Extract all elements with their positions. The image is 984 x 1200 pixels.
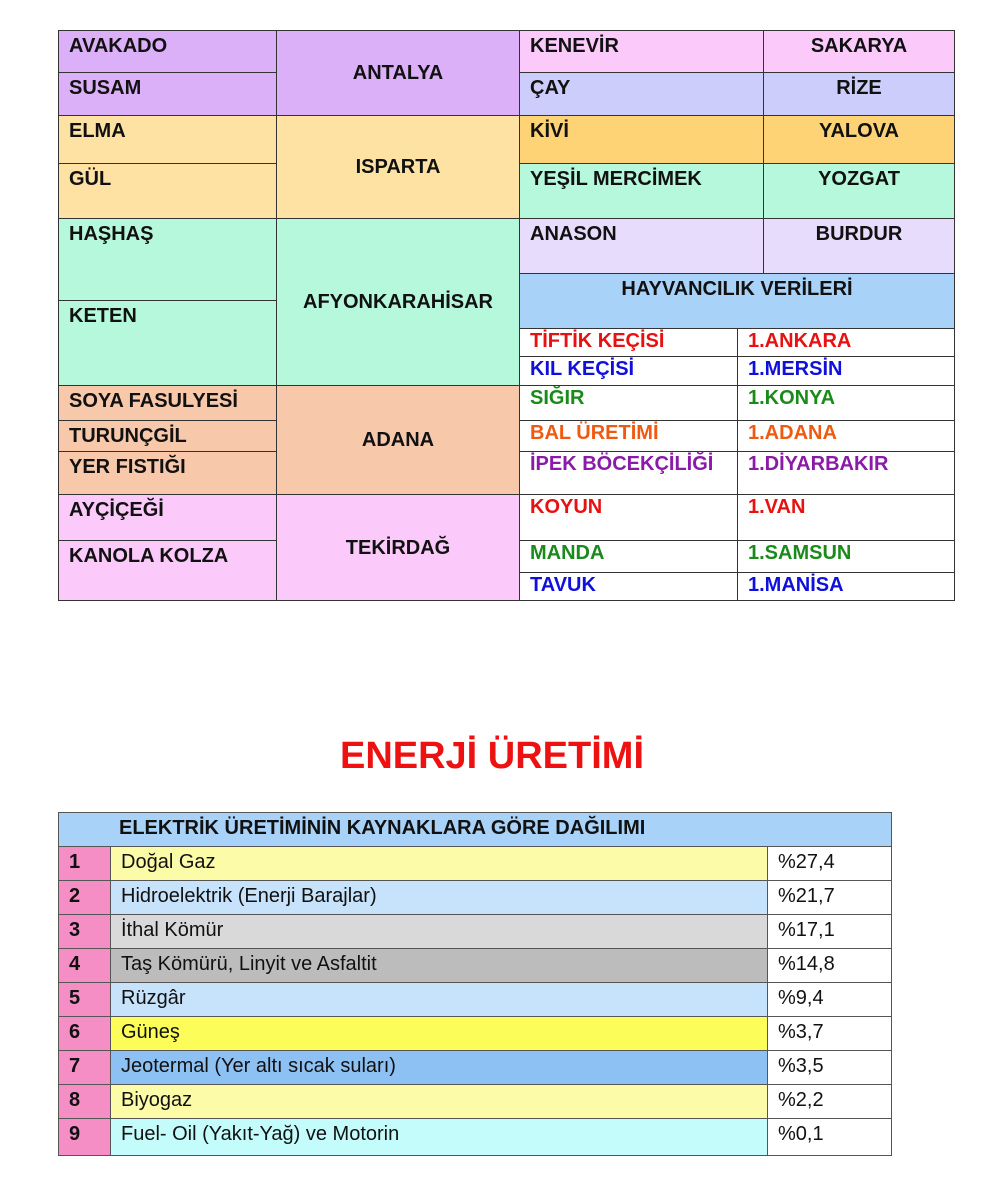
energy-share: %2,2 [767,1084,892,1119]
province-cell: ANTALYA [276,30,520,116]
energy-rank: 9 [58,1118,111,1156]
energy-title: ENERJİ ÜRETİMİ [339,735,645,777]
energy-source: Doğal Gaz [110,846,768,881]
crop-cell: AVAKADO [58,30,277,73]
livestock-leader: 1.MERSİN [737,356,955,386]
livestock-header: HAYVANCILIK VERİLERİ [519,273,955,329]
crop-cell: ELMA [58,115,277,164]
province-cell: AFYONKARAHİSAR [276,218,520,386]
energy-source: Güneş [110,1016,768,1051]
crop-cell: KİVİ [519,115,764,164]
crop-cell: AYÇİÇEĞİ [58,494,277,541]
crop-cell: KETEN [58,300,277,386]
province-cell: SAKARYA [763,30,955,73]
energy-source: Rüzgâr [110,982,768,1017]
crop-cell: ANASON [519,218,764,274]
province-cell: ISPARTA [276,115,520,219]
crop-cell: KANOLA KOLZA [58,540,277,601]
livestock-animal: TİFTİK KEÇİSİ [519,328,738,357]
province-cell: YOZGAT [763,163,955,219]
province-cell: BURDUR [763,218,955,274]
livestock-leader: 1.DİYARBAKIR [737,451,955,495]
energy-share: %21,7 [767,880,892,915]
crop-cell: GÜL [58,163,277,219]
crop-cell: ÇAY [519,72,764,116]
crop-cell: SUSAM [58,72,277,116]
energy-share: %14,8 [767,948,892,983]
energy-source: Taş Kömürü, Linyit ve Asfaltit [110,948,768,983]
province-cell: TEKİRDAĞ [276,494,520,601]
energy-rank: 7 [58,1050,111,1085]
livestock-animal: İPEK BÖCEKÇİLİĞİ [519,451,738,495]
province-cell: YALOVA [763,115,955,164]
livestock-leader: 1.VAN [737,494,955,541]
province-cell: ADANA [276,385,520,495]
energy-share: %3,7 [767,1016,892,1051]
livestock-leader: 1.KONYA [737,385,955,421]
energy-rank: 3 [58,914,111,949]
energy-rank: 6 [58,1016,111,1051]
livestock-leader: 1.MANİSA [737,572,955,601]
energy-source: Hidroelektrik (Enerji Barajlar) [110,880,768,915]
energy-share: %27,4 [767,846,892,881]
energy-share: %3,5 [767,1050,892,1085]
energy-source: Jeotermal (Yer altı sıcak suları) [110,1050,768,1085]
livestock-animal: KIL KEÇİSİ [519,356,738,386]
livestock-animal: MANDA [519,540,738,573]
livestock-leader: 1.SAMSUN [737,540,955,573]
livestock-animal: TAVUK [519,572,738,601]
energy-share: %0,1 [767,1118,892,1156]
energy-source: Fuel- Oil (Yakıt-Yağ) ve Motorin [110,1118,768,1156]
livestock-leader: 1.ANKARA [737,328,955,357]
livestock-animal: KOYUN [519,494,738,541]
energy-rank: 2 [58,880,111,915]
crop-cell: TURUNÇGİL [58,420,277,452]
energy-rank: 5 [58,982,111,1017]
energy-rank: 8 [58,1084,111,1119]
energy-share: %17,1 [767,914,892,949]
crop-cell: SOYA FASULYESİ [58,385,277,421]
crop-cell: YER FISTIĞI [58,451,277,495]
crop-cell: HAŞHAŞ [58,218,277,301]
energy-table-header: ELEKTRİK ÜRETİMİNİN KAYNAKLARA GÖRE DAĞILIMI [58,812,892,847]
livestock-animal: BAL ÜRETİMİ [519,420,738,452]
energy-share: %9,4 [767,982,892,1017]
crop-cell: YEŞİL MERCİMEK [519,163,764,219]
energy-rank: 1 [58,846,111,881]
energy-rank: 4 [58,948,111,983]
livestock-leader: 1.ADANA [737,420,955,452]
province-cell: RİZE [763,72,955,116]
crop-cell: KENEVİR [519,30,764,73]
livestock-animal: SIĞIR [519,385,738,421]
energy-source: İthal Kömür [110,914,768,949]
energy-source: Biyogaz [110,1084,768,1119]
